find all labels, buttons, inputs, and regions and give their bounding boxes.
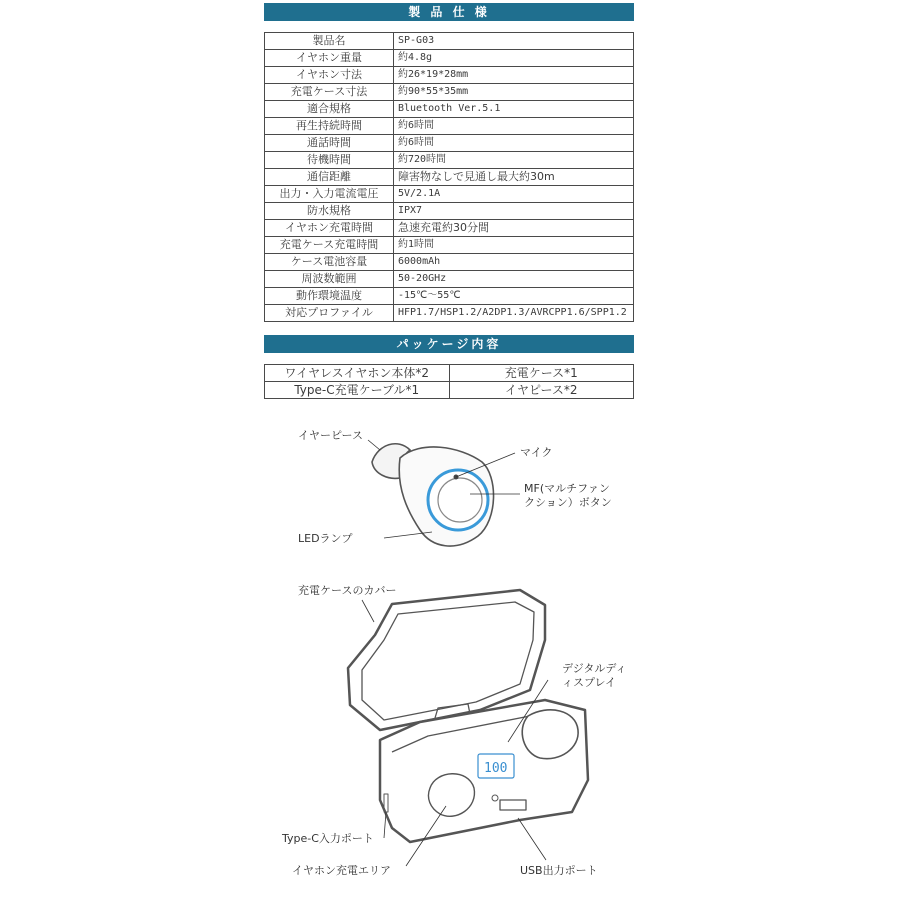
spec-key: 充電ケース充電時間: [265, 237, 394, 254]
spec-key: 通話時間: [265, 135, 394, 152]
label-typec-port: Type-C入力ポート: [282, 832, 374, 845]
label-led: LEDランプ: [298, 532, 353, 545]
spec-key: 適合規格: [265, 101, 394, 118]
spec-key: 充電ケース寸法: [265, 84, 394, 101]
label-ear-tip: イヤーピース: [298, 429, 364, 442]
spec-value: 約90*55*35mm: [394, 84, 634, 101]
label-mic: マイク: [520, 446, 553, 459]
spec-value: HFP1.7/HSP1.2/A2DP1.3/AVRCPP1.6/SPP1.2: [394, 305, 634, 322]
led-ring: [428, 470, 488, 530]
spec-value: 約6時間: [394, 118, 634, 135]
spec-value: 約26*19*28mm: [394, 67, 634, 84]
spec-value: 約1時間: [394, 237, 634, 254]
spec-value: 障害物なしで見通し最大約30m: [394, 169, 634, 186]
display-readout: 100: [484, 761, 508, 776]
spec-section-title: 製 品 仕 様: [264, 3, 634, 21]
label-cover: 充電ケースのカバー: [298, 584, 397, 597]
label-display-1: デジタルディ: [562, 662, 627, 675]
package-section-title: パッケージ内容: [264, 335, 634, 353]
spec-key: 通信距離: [265, 169, 394, 186]
spec-key: 再生持続時間: [265, 118, 394, 135]
spec-value: 6000mAh: [394, 254, 634, 271]
package-item: ワイヤレスイヤホン本体*2: [265, 365, 450, 382]
spec-value: 約720時間: [394, 152, 634, 169]
spec-value: 約4.8g: [394, 50, 634, 67]
label-usb-port: USB出力ポート: [520, 864, 598, 877]
spec-key: 出力・入力電流電圧: [265, 186, 394, 203]
spec-key: 待機時間: [265, 152, 394, 169]
spec-value: -15℃～55℃: [394, 288, 634, 305]
package-item: イヤピース*2: [449, 382, 634, 399]
package-item: 充電ケース*1: [449, 365, 634, 382]
spec-key: イヤホン寸法: [265, 67, 394, 84]
spec-key: 製品名: [265, 33, 394, 50]
label-mf-button-2: クション）ボタン: [524, 496, 612, 509]
spec-value: SP-G03: [394, 33, 634, 50]
label-display-2: ィスプレイ: [562, 676, 617, 689]
label-mf-button-1: MF(マルチファン: [524, 482, 610, 495]
spec-value: 5V/2.1A: [394, 186, 634, 203]
spec-value: 50-20GHz: [394, 271, 634, 288]
label-charge-area: イヤホン充電エリア: [292, 864, 391, 877]
spec-key: 対応プロファイル: [265, 305, 394, 322]
spec-value: Bluetooth Ver.5.1: [394, 101, 634, 118]
spec-key: 周波数範囲: [265, 271, 394, 288]
spec-value: 約6時間: [394, 135, 634, 152]
spec-value: 急速充電約30分間: [394, 220, 634, 237]
earbud-illustration: [372, 444, 494, 546]
spec-key: 動作環境温度: [265, 288, 394, 305]
charging-case-illustration: [348, 590, 588, 842]
spec-key: イヤホン重量: [265, 50, 394, 67]
spec-key: ケース電池容量: [265, 254, 394, 271]
spec-key: イヤホン充電時間: [265, 220, 394, 237]
spec-value: IPX7: [394, 203, 634, 220]
spec-key: 防水規格: [265, 203, 394, 220]
package-item: Type-C充電ケーブル*1: [265, 382, 450, 399]
